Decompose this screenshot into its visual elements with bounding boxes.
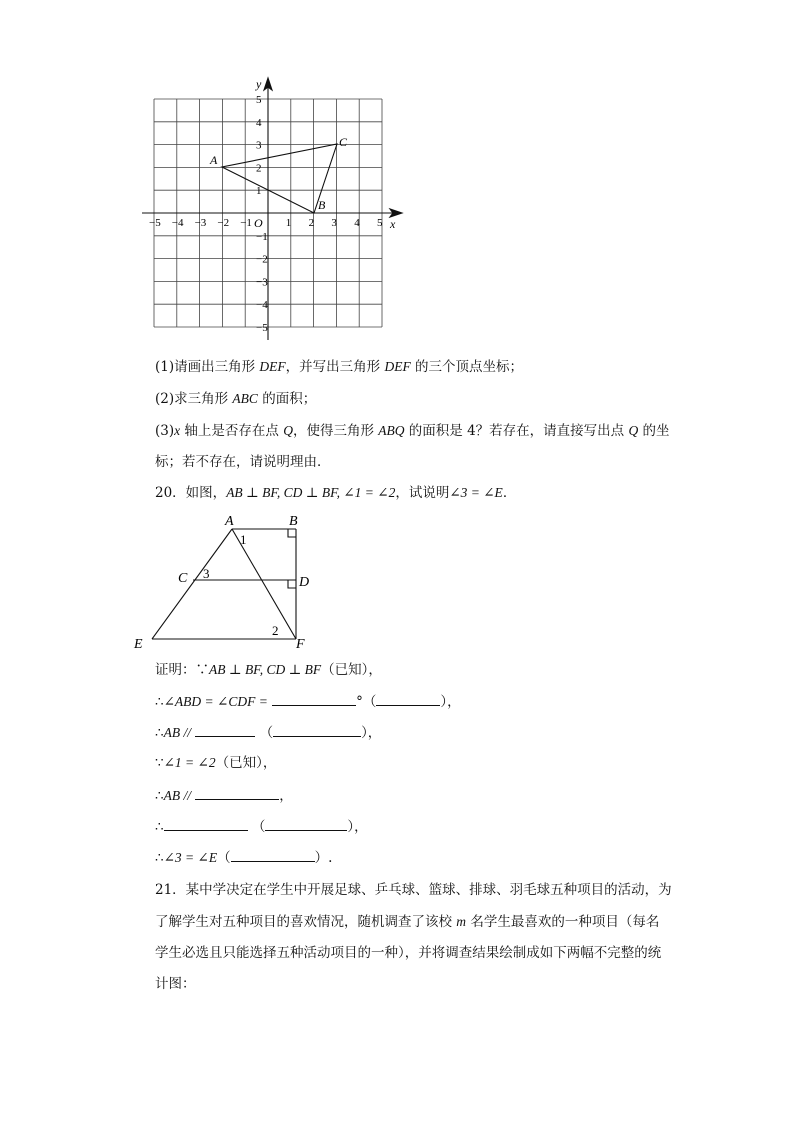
q21-text-2c: 名学生最喜欢的一种项目（每名 — [466, 914, 660, 930]
q20-condition: AB ⊥ BF, CD ⊥ BF, ∠1 = ∠2 — [226, 485, 396, 500]
proof-line-3 — [155, 722, 381, 743]
x-tick-label: 4 — [354, 217, 360, 229]
proof-l3-prefix: ∴ — [155, 725, 164, 741]
q19-p2-text2: 的面积； — [257, 391, 317, 407]
x-tick-label: 3 — [331, 217, 337, 229]
proof-l3-close: ）， — [361, 725, 382, 741]
q19-p1-def: DEF — [259, 359, 286, 374]
x-tick-label: 5 — [377, 217, 383, 229]
q19-p3-x: x — [174, 423, 181, 438]
proof-l3-math: AB // — [163, 725, 191, 740]
q19-part-3 — [155, 421, 670, 441]
proof-l5-math: AB // — [163, 788, 191, 803]
y-tick-label: 1 — [256, 185, 262, 198]
proof-line-6 — [155, 816, 368, 837]
blank-parallel-2[interactable] — [195, 785, 279, 800]
blank-angle-value[interactable] — [272, 691, 356, 706]
q21-text-2a: 了解学生对五种项目的喜欢情况，随机调查了该校 — [155, 914, 457, 930]
y-tick-label: 3 — [256, 139, 262, 152]
label-f: F — [296, 637, 305, 652]
y-tick-label: −2 — [256, 253, 268, 266]
x-tick-label: 2 — [308, 217, 315, 229]
x-tick-label: −2 — [217, 217, 230, 229]
q20-period: ． — [502, 485, 517, 501]
proof-l5-prefix: ∴ — [155, 788, 164, 804]
q19-part-1 — [155, 357, 523, 377]
axis-label-x: x — [390, 217, 396, 231]
q21-line-3 — [155, 943, 661, 963]
axis-label-y: y — [256, 77, 262, 91]
q19-p2-abc: ABC — [232, 391, 258, 406]
proof-line-5 — [155, 785, 293, 806]
proof-l7-open: （ — [217, 850, 231, 866]
angle-1-label: 1 — [240, 532, 247, 547]
q20-number: 20．如图， — [155, 485, 227, 501]
y-tick-label: −1 — [256, 230, 268, 243]
blank-parallel-1[interactable] — [195, 722, 255, 737]
label-b: B — [289, 514, 298, 529]
x-tick-label: −3 — [194, 217, 207, 229]
blank-reason-3[interactable] — [265, 816, 347, 831]
q20-geometry-figure — [130, 508, 320, 653]
blank-reason-4[interactable] — [231, 847, 315, 862]
y-tick-label: −3 — [256, 276, 268, 289]
x-tick-label: −5 — [149, 217, 161, 229]
point-label-b: B — [318, 198, 326, 212]
proof-line-7 — [155, 847, 332, 868]
proof-l7-prefix: ∴ — [155, 850, 164, 866]
q19-p3-abq: ABQ — [378, 423, 405, 438]
angle-3-label: 3 — [203, 566, 210, 581]
proof-l1-prefix: 证明：∵ — [155, 662, 209, 678]
proof-l5-comma: ， — [279, 788, 293, 804]
y-tick-label: 2 — [256, 162, 262, 175]
q19-p3-text4: 的坐 — [638, 423, 670, 439]
q20-target: ∠3 = ∠E — [449, 485, 503, 500]
q21-line-4 — [155, 974, 196, 994]
proof-l4-reason: （已知）， — [215, 755, 277, 771]
label-c: C — [178, 571, 188, 586]
proof-l2-prefix: ∴ — [155, 694, 164, 710]
right-angle-d — [288, 580, 296, 588]
proof-l6-open: （ — [251, 819, 266, 835]
axes — [142, 78, 402, 340]
q19-p3-text2: ，使得三角形 — [292, 423, 379, 439]
q21-var-m: m — [456, 914, 467, 929]
segment-ae — [152, 529, 232, 639]
proof-l7-math: ∠3 = ∠E — [163, 850, 218, 865]
q19-p1-def2: DEF — [384, 359, 411, 374]
proof-l3-open: （ — [259, 725, 274, 741]
q19-p3-text3: 的面积是 4？若存在，请直接写出点 — [404, 423, 629, 439]
proof-line-4 — [155, 753, 276, 773]
q20-stem — [155, 483, 516, 503]
q21-text-1: 21．某中学决定在学生中开展足球、乒乓球、篮球、排球、羽毛球五种项目的活动，为 — [155, 882, 672, 898]
q19-p3-continuation: 标；若不存在，请说明理由． — [155, 454, 331, 470]
x-tick-label: −4 — [171, 217, 184, 229]
proof-l6-prefix: ∴ — [155, 819, 164, 835]
label-a: A — [225, 514, 234, 529]
q21-text-4: 计图： — [155, 976, 196, 992]
q19-p3-num: (3) — [155, 423, 175, 439]
q21-line-1 — [155, 880, 672, 900]
y-tick-label: 5 — [256, 94, 262, 106]
origin-label: O — [254, 216, 263, 230]
q19-p1-text: (1)请画出三角形 — [155, 359, 260, 375]
q19-p3-q: Q — [283, 423, 293, 438]
q21-text-3: 学生必选且只能选择五种活动项目的一种），并将调查结果绘制成如下两幅不完整的统 — [155, 945, 662, 961]
coordinate-grid-figure — [140, 75, 410, 345]
x-tick-labels — [149, 217, 383, 229]
y-tick-label: 4 — [256, 116, 262, 129]
q21-line-2 — [155, 912, 659, 932]
point-label-a: A — [210, 153, 218, 167]
angle-2-label: 2 — [272, 623, 279, 638]
y-tick-label: −5 — [256, 322, 268, 334]
right-angle-b — [288, 529, 296, 537]
q19-p3-text: 轴上是否存在点 — [180, 423, 284, 439]
q19-p1-text3: 的三个顶点坐标； — [410, 359, 524, 375]
proof-l2-math: ∠ABD = ∠CDF = — [163, 694, 268, 709]
blank-conclusion[interactable] — [164, 816, 248, 831]
proof-l4-prefix: ∵ — [155, 755, 164, 771]
proof-l7-close: ）. — [314, 850, 333, 866]
y-tick-labels — [256, 94, 268, 334]
x-tick-label: 1 — [285, 217, 292, 229]
blank-reason-2[interactable] — [273, 722, 361, 737]
q19-part-3-cont — [155, 452, 331, 472]
proof-l1-math: AB ⊥ BF, CD ⊥ BF — [209, 662, 322, 677]
proof-l2-close: ）， — [440, 694, 461, 710]
label-e: E — [134, 637, 143, 652]
q19-part-2 — [155, 389, 316, 409]
y-tick-label: −4 — [256, 299, 268, 312]
proof-line-1 — [155, 660, 382, 680]
label-d: D — [299, 575, 310, 590]
x-tick-label: −1 — [240, 217, 252, 229]
proof-l2-degree: °（ — [356, 694, 377, 710]
blank-reason-1[interactable] — [376, 691, 440, 706]
proof-l4-math: ∠1 = ∠2 — [163, 755, 216, 770]
point-label-c: C — [339, 135, 348, 149]
q19-p1-text2: ，并写出三角形 — [285, 359, 385, 375]
q19-p2-text: (2)求三角形 — [155, 391, 233, 407]
q20-ask: ，试说明 — [395, 485, 450, 501]
q19-p3-q2: Q — [628, 423, 639, 438]
proof-l1-reason: （已知）， — [321, 662, 382, 678]
proof-l6-close: ）， — [347, 819, 368, 835]
proof-line-2 — [155, 691, 461, 712]
